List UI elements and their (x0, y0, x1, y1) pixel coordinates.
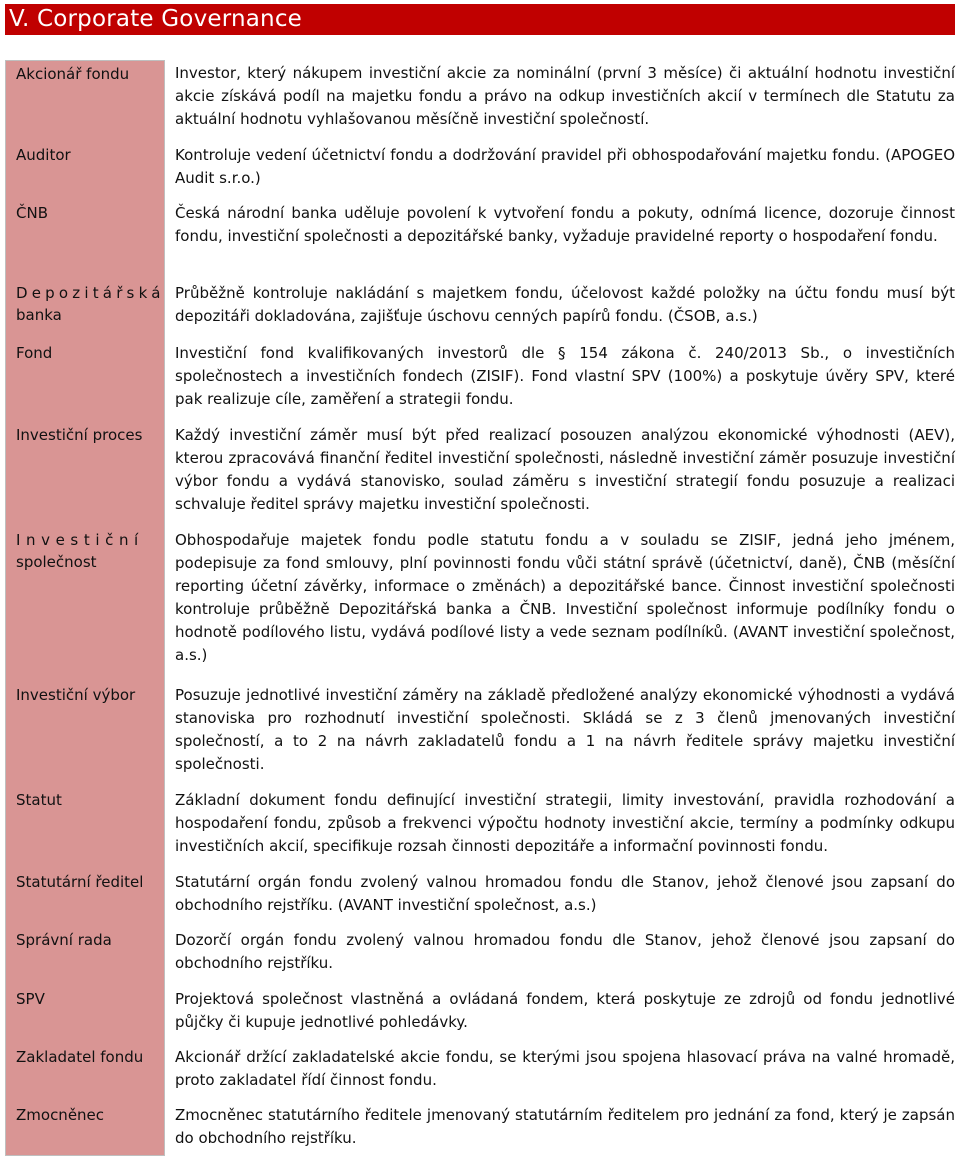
term-cnb: ČNB (5, 199, 165, 279)
definition-akcionar-fondu: Investor, který nákupem investiční akcie za nominální (první 3 měsíce) či aktuální hodnotu investiční akcie získává podíl na majetku fondu a právo na odkup investičních akcií v termínech dle Statutu za aktuální hodnotu vyhlašovanou měsíčně investiční společností. (175, 64, 955, 128)
definition-investicni-spolecnost: Obhospodařuje majetek fondu podle statutu fondu a v souladu se ZISIF, jedná jeho jménem, podepisuje za fond smlouvy, plní povinnosti fondu vůči státní správě (účetnictví, daně), ČNB (měsíční reporting účetní závěrky, informace o změnách) a depozitářské bance. Činnost investiční společnosti kontroluje průběžně Depozitářská banka a ČNB. Investiční společnost informuje podílníky fondu o hodnotě podílového listu, vydává podílové listy a vede seznam podílníků. (AVANT investiční společnost, a.s.) (175, 531, 955, 664)
term-depozitarska-line2: banka (16, 306, 62, 324)
table-row (5, 926, 960, 985)
term-statut: Statut (5, 786, 165, 868)
table-row (5, 339, 960, 421)
definition-auditor: Kontroluje vedení účetnictví fondu a dodržování pravidel při obhospodařování majetku fondu. (APOGEO Audit s.r.o.) (175, 146, 955, 187)
definition-depozitarska-banka: Průběžně kontroluje nakládání s majetkem fondu, účelovost každé položky na účtu fondu musí být depozitáři dokladována, zajišťuje úschovu cenných papírů fondu. (ČSOB, a.s.) (175, 284, 955, 325)
definition-investicni-vybor: Posuzuje jednotlivé investiční záměry na základě předložené analýzy ekonomické výhodnosti a vydává stanoviska pro rozhodnutí investiční společnosti. Skládá se z 3 členů jmenovaných investiční společností, a to 2 na návrh zakladatelů fondu a 1 na návrh ředitele správy majetku investiční společnosti. (175, 686, 955, 773)
table-row (5, 681, 960, 786)
table-row (5, 199, 960, 279)
table-row (5, 868, 960, 926)
definition-zmocnenec: Zmocněnec statutárního ředitele jmenovaný statutárním ředitelem pro jednání za fond, který je zapsán do obchodního rejstříku. (175, 1106, 955, 1147)
table-row (5, 786, 960, 868)
term-statutarni-reditel: Statutární ředitel (5, 868, 165, 926)
definition-statut: Základní dokument fondu definující investiční strategii, limity investování, pravidla rozhodování a hospodaření fondu, způsob a frekvenci výpočtu hodnoty investiční akcie, termíny a podmínky odkupu investičních akcií, specifikuje rozsah činnosti depozitáře a informační povinnosti fondu. (175, 791, 955, 855)
term-spolecnost-line1: Investiční (16, 531, 144, 549)
term-spravni-rada: Správní rada (5, 926, 165, 985)
term-zmocnenec: Zmocněnec (5, 1101, 165, 1156)
term-depozitarska-line1: Depozitářská (16, 284, 165, 302)
term-spv: SPV (5, 985, 165, 1043)
table-row (5, 1101, 960, 1156)
definition-fond: Investiční fond kvalifikovaných investorů dle § 154 zákona č. 240/2013 Sb., o investičních společnostech a investičních fondech (ZISIF). Fond vlastní SPV (100%) a poskytuje úvěry SPV, které pak realizuje cíle, zaměření a strategii fondu. (175, 344, 955, 408)
definition-statutarni-reditel: Statutární orgán fondu zvolený valnou hromadou fondu dle Stanov, jehož členové jsou zapsaní do obchodního rejstříku. (AVANT investiční společnost, a.s.) (175, 873, 955, 914)
governance-table (5, 60, 960, 1156)
table-row (5, 279, 960, 339)
table-row (5, 526, 960, 681)
table-row (5, 60, 960, 141)
term-fond: Fond (5, 339, 165, 421)
term-zakladatel-fondu: Zakladatel fondu (5, 1043, 165, 1101)
term-spolecnost-line2: společnost (16, 553, 97, 571)
term-akcionar-fondu: Akcionář fondu (5, 60, 165, 141)
definition-spv: Projektová společnost vlastněná a ovládaná fondem, která poskytuje ze zdrojů od fondu jednotlivé půjčky či kupuje jednotlivé pohledávky. (175, 990, 955, 1031)
definition-cnb: Česká národní banka uděluje povolení k vytvoření fondu a pokuty, odnímá licence, dozoruje činnost fondu, investiční společnosti a depozitářské banky, vyžaduje pravidelné reporty o hospodaření fondu. (175, 204, 955, 245)
term-investicni-proces: Investiční proces (5, 421, 165, 526)
definition-spravni-rada: Dozorčí orgán fondu zvolený valnou hromadou fondu dle Stanov, jehož členové jsou zapsaní do obchodního rejstříku. (175, 931, 955, 972)
definition-investicni-proces: Každý investiční záměr musí být před realizací posouzen analýzou ekonomické výhodnosti (AEV), kterou zpracovává finanční ředitel investiční společnosti, následně investiční záměr posuzuje investiční výbor fondu a vydává stanovisko, soulad záměru s investiční strategií fondu posuzuje a realizaci schvaluje ředitel správy majetku investiční společnosti. (175, 426, 955, 513)
term-auditor: Auditor (5, 141, 165, 199)
section-heading: V. Corporate Governance (5, 4, 955, 35)
term-depozitarska-banka (5, 279, 165, 339)
table-row (5, 141, 960, 199)
term-investicni-spolecnost (5, 526, 165, 681)
definition-zakladatel-fondu: Akcionář držící zakladatelské akcie fondu, se kterými jsou spojena hlasovací práva na valné hromadě, proto zakladatel řídí činnost fondu. (175, 1048, 955, 1089)
table-row (5, 985, 960, 1043)
term-investicni-vybor: Investiční výbor (5, 681, 165, 786)
table-row (5, 421, 960, 526)
table-row (5, 1043, 960, 1101)
